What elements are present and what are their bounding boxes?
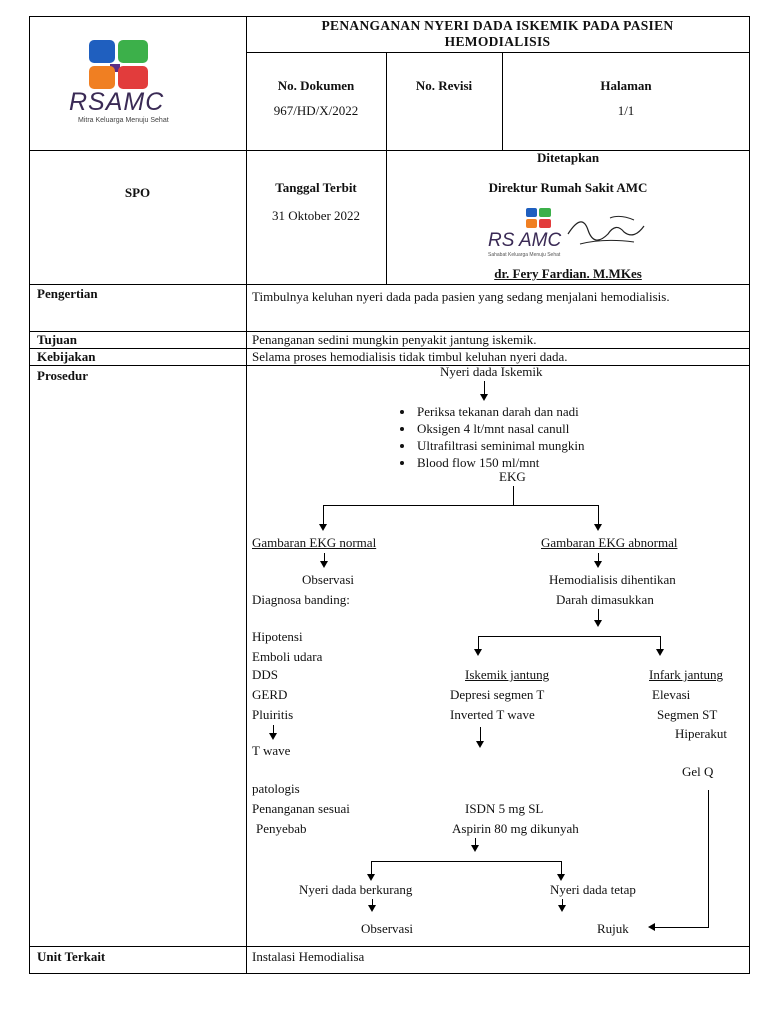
ekg-abnormal-title: Gambaran EKG abnormal [541, 535, 678, 550]
observasi-final: Observasi [361, 921, 413, 936]
document-title: PENANGANAN NYERI DADA ISKEMIK PADA PASIEN HEMODIALISIS [321, 18, 674, 49]
grid-line [246, 52, 750, 53]
issue-date-label: Tanggal Terbit [275, 180, 357, 195]
down-arrow-icon [474, 649, 482, 656]
down-arrow-icon [368, 905, 376, 912]
unit-terkait-label: Unit Terkait [37, 949, 106, 964]
iskemik-title: Iskemik jantung [465, 667, 550, 682]
flow-connector [660, 636, 661, 650]
page-label: Halaman [600, 78, 652, 93]
infark-item: Hiperakut [675, 726, 727, 741]
flow-connector [598, 505, 599, 525]
flow-ekg: EKG [499, 469, 526, 484]
diff-item: GERD [252, 687, 288, 702]
spo-label: SPO [124, 185, 151, 200]
down-arrow-icon [269, 733, 277, 740]
penyebab-label: Penyebab [256, 821, 307, 836]
isdn-label: ISDN 5 mg SL [465, 801, 544, 816]
down-arrow-icon [480, 394, 488, 401]
nyeri-tetap-label: Nyeri dada tetap [550, 882, 636, 897]
ekg-normal-title: Gambaran EKG normal [252, 535, 377, 550]
down-arrow-icon [476, 741, 484, 748]
director-title: Direktur Rumah Sakit AMC [488, 180, 648, 195]
flow-connector [323, 505, 324, 525]
prosedur-label: Prosedur [37, 368, 89, 383]
nyeri-berkurang-label: Nyeri dada berkurang [299, 882, 413, 897]
flow-connector [323, 505, 598, 506]
left-arrow-icon [648, 923, 655, 931]
observasi-normal: Observasi [302, 572, 354, 587]
flow-connector [513, 486, 514, 505]
rsamc-logo [66, 38, 216, 130]
patologis-label: patologis [252, 781, 300, 796]
down-arrow-icon [319, 524, 327, 531]
darah-label: Darah dimasukkan [556, 592, 654, 607]
doc-number-label: No. Dokumen [277, 78, 355, 93]
infark-item: Gel Q [682, 764, 714, 779]
down-arrow-icon [594, 561, 602, 568]
tujuan-text: Penanganan sedini mungkin penyakit jantung iskemik. [252, 332, 537, 347]
pengertian-text: Timbulnya keluhan nyeri dada pada pasien yang sedang menjalani hemodialisis. [252, 289, 670, 304]
iskemik-item: Inverted T wave [450, 707, 535, 722]
unit-terkait-text: Instalasi Hemodialisa [252, 949, 365, 964]
issue-date-value: 31 Oktober 2022 [271, 208, 361, 223]
grid-line [29, 946, 750, 947]
grid-line [502, 52, 503, 150]
flow-connector [478, 636, 479, 650]
grid-line [246, 284, 247, 974]
down-arrow-icon [594, 620, 602, 627]
infark-item: Segmen ST [657, 707, 718, 722]
flow-connector [478, 636, 660, 637]
flow-connector [708, 790, 709, 927]
revision-label: No. Revisi [415, 78, 473, 93]
cross-logo-icon [66, 38, 216, 94]
kebijakan-label: Kebijakan [37, 349, 96, 364]
grid-line [29, 365, 750, 366]
infark-title: Infark jantung [649, 667, 724, 682]
flow-start: Nyeri dada Iskemik [440, 364, 543, 379]
tujuan-label: Tujuan [37, 332, 77, 347]
flow-connector [598, 609, 599, 620]
kebijakan-text: Selama proses hemodialisis tidak timbul keluhan nyeri dada. [252, 349, 568, 364]
list-item: • Periksa tekanan darah dan nadi [415, 403, 585, 420]
list-item: • Oksigen 4 lt/mnt nasal canull [415, 420, 585, 437]
pengertian-label: Pengertian [37, 286, 98, 301]
flow-connector [484, 381, 485, 395]
svg-text:RS AMC: RS AMC [488, 230, 562, 251]
twave-label: T wave [252, 743, 291, 758]
list-item: • Blood flow 150 ml/mnt [415, 454, 585, 471]
infark-item: Elevasi [652, 687, 691, 702]
diff-item: Hipotensi [252, 629, 303, 644]
list-item: • Ultrafiltrasi seminimal mungkin [415, 437, 585, 454]
down-arrow-icon [656, 649, 664, 656]
svg-text:Sahabat Keluarga Menuju Sehat: Sahabat Keluarga Menuju Sehat [488, 252, 561, 258]
diff-item: Emboli udara [252, 649, 323, 664]
diff-item: DDS [252, 667, 279, 682]
director-stamp [484, 204, 654, 262]
iskemik-item: Depresi segmen T [450, 687, 545, 702]
flow-connector [371, 861, 561, 862]
flow-connector [480, 727, 481, 741]
down-arrow-icon [320, 561, 328, 568]
hd-stop-label: Hemodialisis dihentikan [549, 572, 676, 587]
diagnosa-banding-label: Diagnosa banding: [252, 592, 350, 607]
doc-number-value: 967/HD/X/2022 [273, 103, 359, 118]
diff-item: Pluiritis [252, 707, 294, 722]
flow-connector [655, 927, 709, 928]
flow-connector [561, 861, 562, 875]
down-arrow-icon [594, 524, 602, 531]
down-arrow-icon [367, 874, 375, 881]
stamp-signature-icon [484, 204, 654, 262]
down-arrow-icon [471, 845, 479, 852]
down-arrow-icon [558, 905, 566, 912]
logo-text: RSAMC [69, 88, 165, 116]
penanganan-label: Penanganan sesuai [252, 801, 350, 816]
flow-connector [371, 861, 372, 875]
aspirin-label: Aspirin 80 mg dikunyah [452, 821, 579, 836]
initial-steps-list [398, 403, 585, 471]
down-arrow-icon [557, 874, 565, 881]
stamp-label: Ditetapkan [536, 150, 600, 165]
director-name: dr. Fery Fardian. M.MKes [494, 266, 642, 281]
logo-tagline: Mitra Keluarga Menuju Sehat [78, 117, 169, 124]
page-value: 1/1 [617, 103, 635, 118]
rujuk-label: Rujuk [597, 921, 629, 936]
